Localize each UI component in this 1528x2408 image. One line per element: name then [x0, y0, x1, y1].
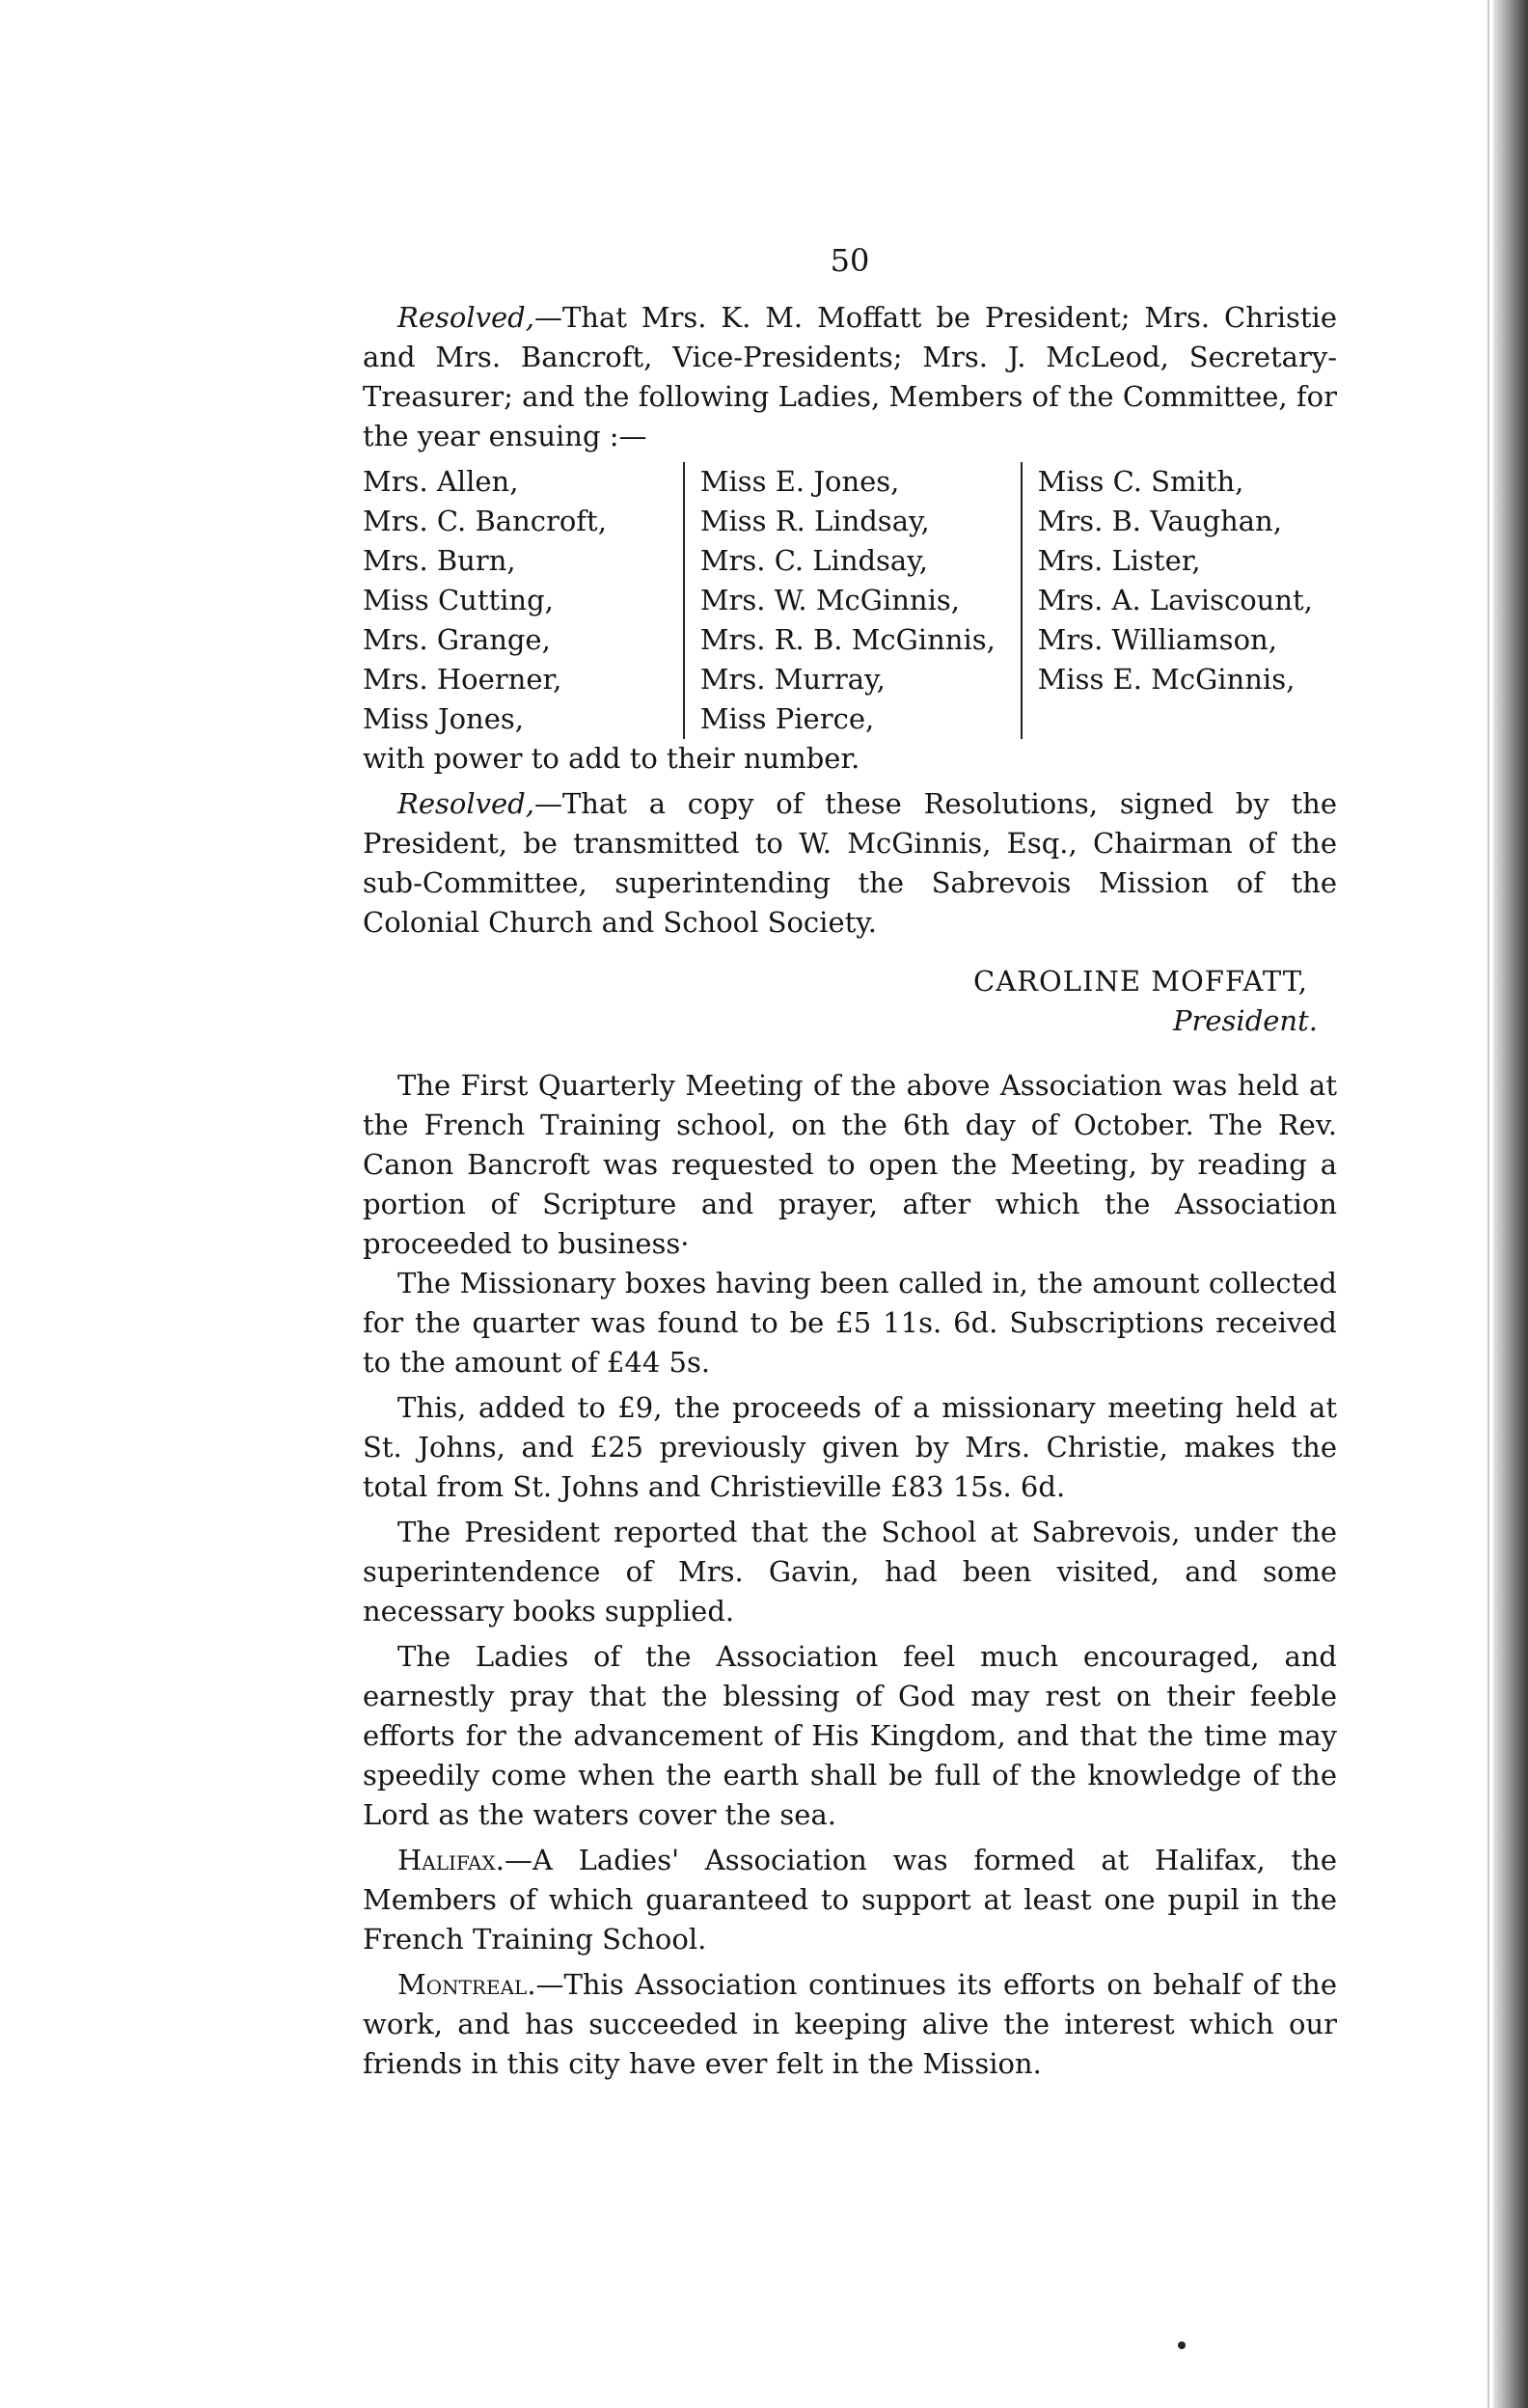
committee-member: Miss R. Lindsay,: [699, 505, 930, 537]
page-number: 50: [830, 242, 870, 279]
committee-member: Miss Cutting,: [363, 584, 554, 616]
signature-name: CAROLINE MOFFATT,: [973, 965, 1308, 998]
resolved-label: Resolved,: [397, 787, 534, 820]
committee-member: Mrs. R. B. McGinnis,: [699, 623, 996, 656]
paragraph: The President reported that the School at Sabrevois, under the superintendence of Mrs. Gavin, had been visited, and some necessary books supplied.: [363, 1516, 1337, 1628]
halifax-heading: Halifax.: [397, 1844, 505, 1876]
committee-member: Mrs. C. Lindsay,: [699, 544, 928, 577]
montreal-paragraph: [363, 1965, 1337, 2084]
committee-member: Miss E. Jones,: [699, 465, 900, 498]
resolved-label: Resolved,: [397, 301, 534, 334]
committee-member: Mrs. W. McGinnis,: [699, 584, 960, 616]
committee-member: Miss E. McGinnis,: [1037, 663, 1296, 696]
committee-member: Miss C. Smith,: [1037, 465, 1244, 498]
document-page: [363, 241, 1337, 2084]
resolution-text: —That Mrs. K. M. Moffatt be President; Mrs. Christie and Mrs. Bancroft, Vice-Presidents; Mrs. J. McLeod, Secretary-Treasurer; and the following Ladies, Members of the Committee, for the year ensuing :—: [363, 301, 1337, 452]
committee-member: Mrs. Grange,: [363, 623, 551, 656]
paragraph: The Ladies of the Association feel much encouraged, and earnestly pray that the blessing of God may rest on their feeble efforts for the advancement of His Kingdom, and that the time may speedily come when the earth shall be full of the knowledge of the Lord as the waters cover the sea.: [363, 1640, 1337, 1831]
montreal-heading: Montreal.: [397, 1968, 536, 2001]
paragraph: The First Quarterly Meeting of the above Association was held at the French Training school, on the 6th day of October. The Rev. Canon Bancroft was requested to open the Meeting, by reading a portion of Scripture and prayer, after which the Association proceeded to business·: [363, 1069, 1337, 1260]
committee-member: Mrs. Lister,: [1037, 544, 1201, 577]
committee-member: Mrs. Williamson,: [1037, 623, 1277, 656]
committee-column-1: [363, 462, 683, 739]
page-edge-shadow: [1493, 0, 1528, 2408]
committee-column-3: [1021, 462, 1337, 739]
committee-member: Miss Pierce,: [699, 702, 875, 735]
with-power-line: with power to add to their number.: [363, 742, 860, 775]
meeting-report: [363, 1066, 1337, 1835]
ink-dot: [1178, 2341, 1186, 2349]
committee-member: Mrs. B. Vaughan,: [1037, 505, 1282, 537]
paragraph: The Missionary boxes having been called in, the amount collected for the quarter was found to be £5 11s. 6d. Subscriptions received to the amount of £44 5s.: [363, 1267, 1337, 1379]
signature-role: President.: [1173, 1004, 1318, 1037]
paragraph: This, added to £9, the proceeds of a missionary meeting held at St. Johns, and £25 previously given by Mrs. Christie, makes the total from St. Johns and Christieville £83 15s. 6d.: [363, 1391, 1337, 1503]
resolution-text: —That a copy of these Resolutions, signed by the President, be transmitted to W. McGinnis, Esq., Chairman of the sub-Committee, superintending the Sabrevois Mission of the Colonial Church and School Society.: [363, 787, 1337, 939]
resolution-transmit: [363, 784, 1337, 943]
page-edge-line: [1487, 0, 1489, 2408]
committee-member: Mrs. C. Bancroft,: [363, 505, 607, 537]
resolution-president: [363, 298, 1337, 456]
committee-member: Mrs. Hoerner,: [363, 663, 562, 696]
committee-member: Mrs. Murray,: [699, 663, 886, 696]
committee-column-2: [683, 462, 1021, 739]
committee-member: Mrs. Allen,: [363, 465, 519, 498]
montreal-text: —This Association continues its efforts on behalf of the work, and has succeeded in keeping alive the interest which our friends in this city have ever felt in the Mission.: [363, 1968, 1337, 2080]
committee-list: [363, 462, 1337, 739]
halifax-text: —A Ladies' Association was formed at Halifax, the Members of which guaranteed to support at least one pupil in the French Training School.: [363, 1844, 1337, 1956]
halifax-paragraph: [363, 1841, 1337, 1959]
committee-member: Miss Jones,: [363, 702, 524, 735]
committee-member: Mrs. A. Laviscount,: [1037, 584, 1313, 616]
committee-member: Mrs. Burn,: [363, 544, 516, 577]
